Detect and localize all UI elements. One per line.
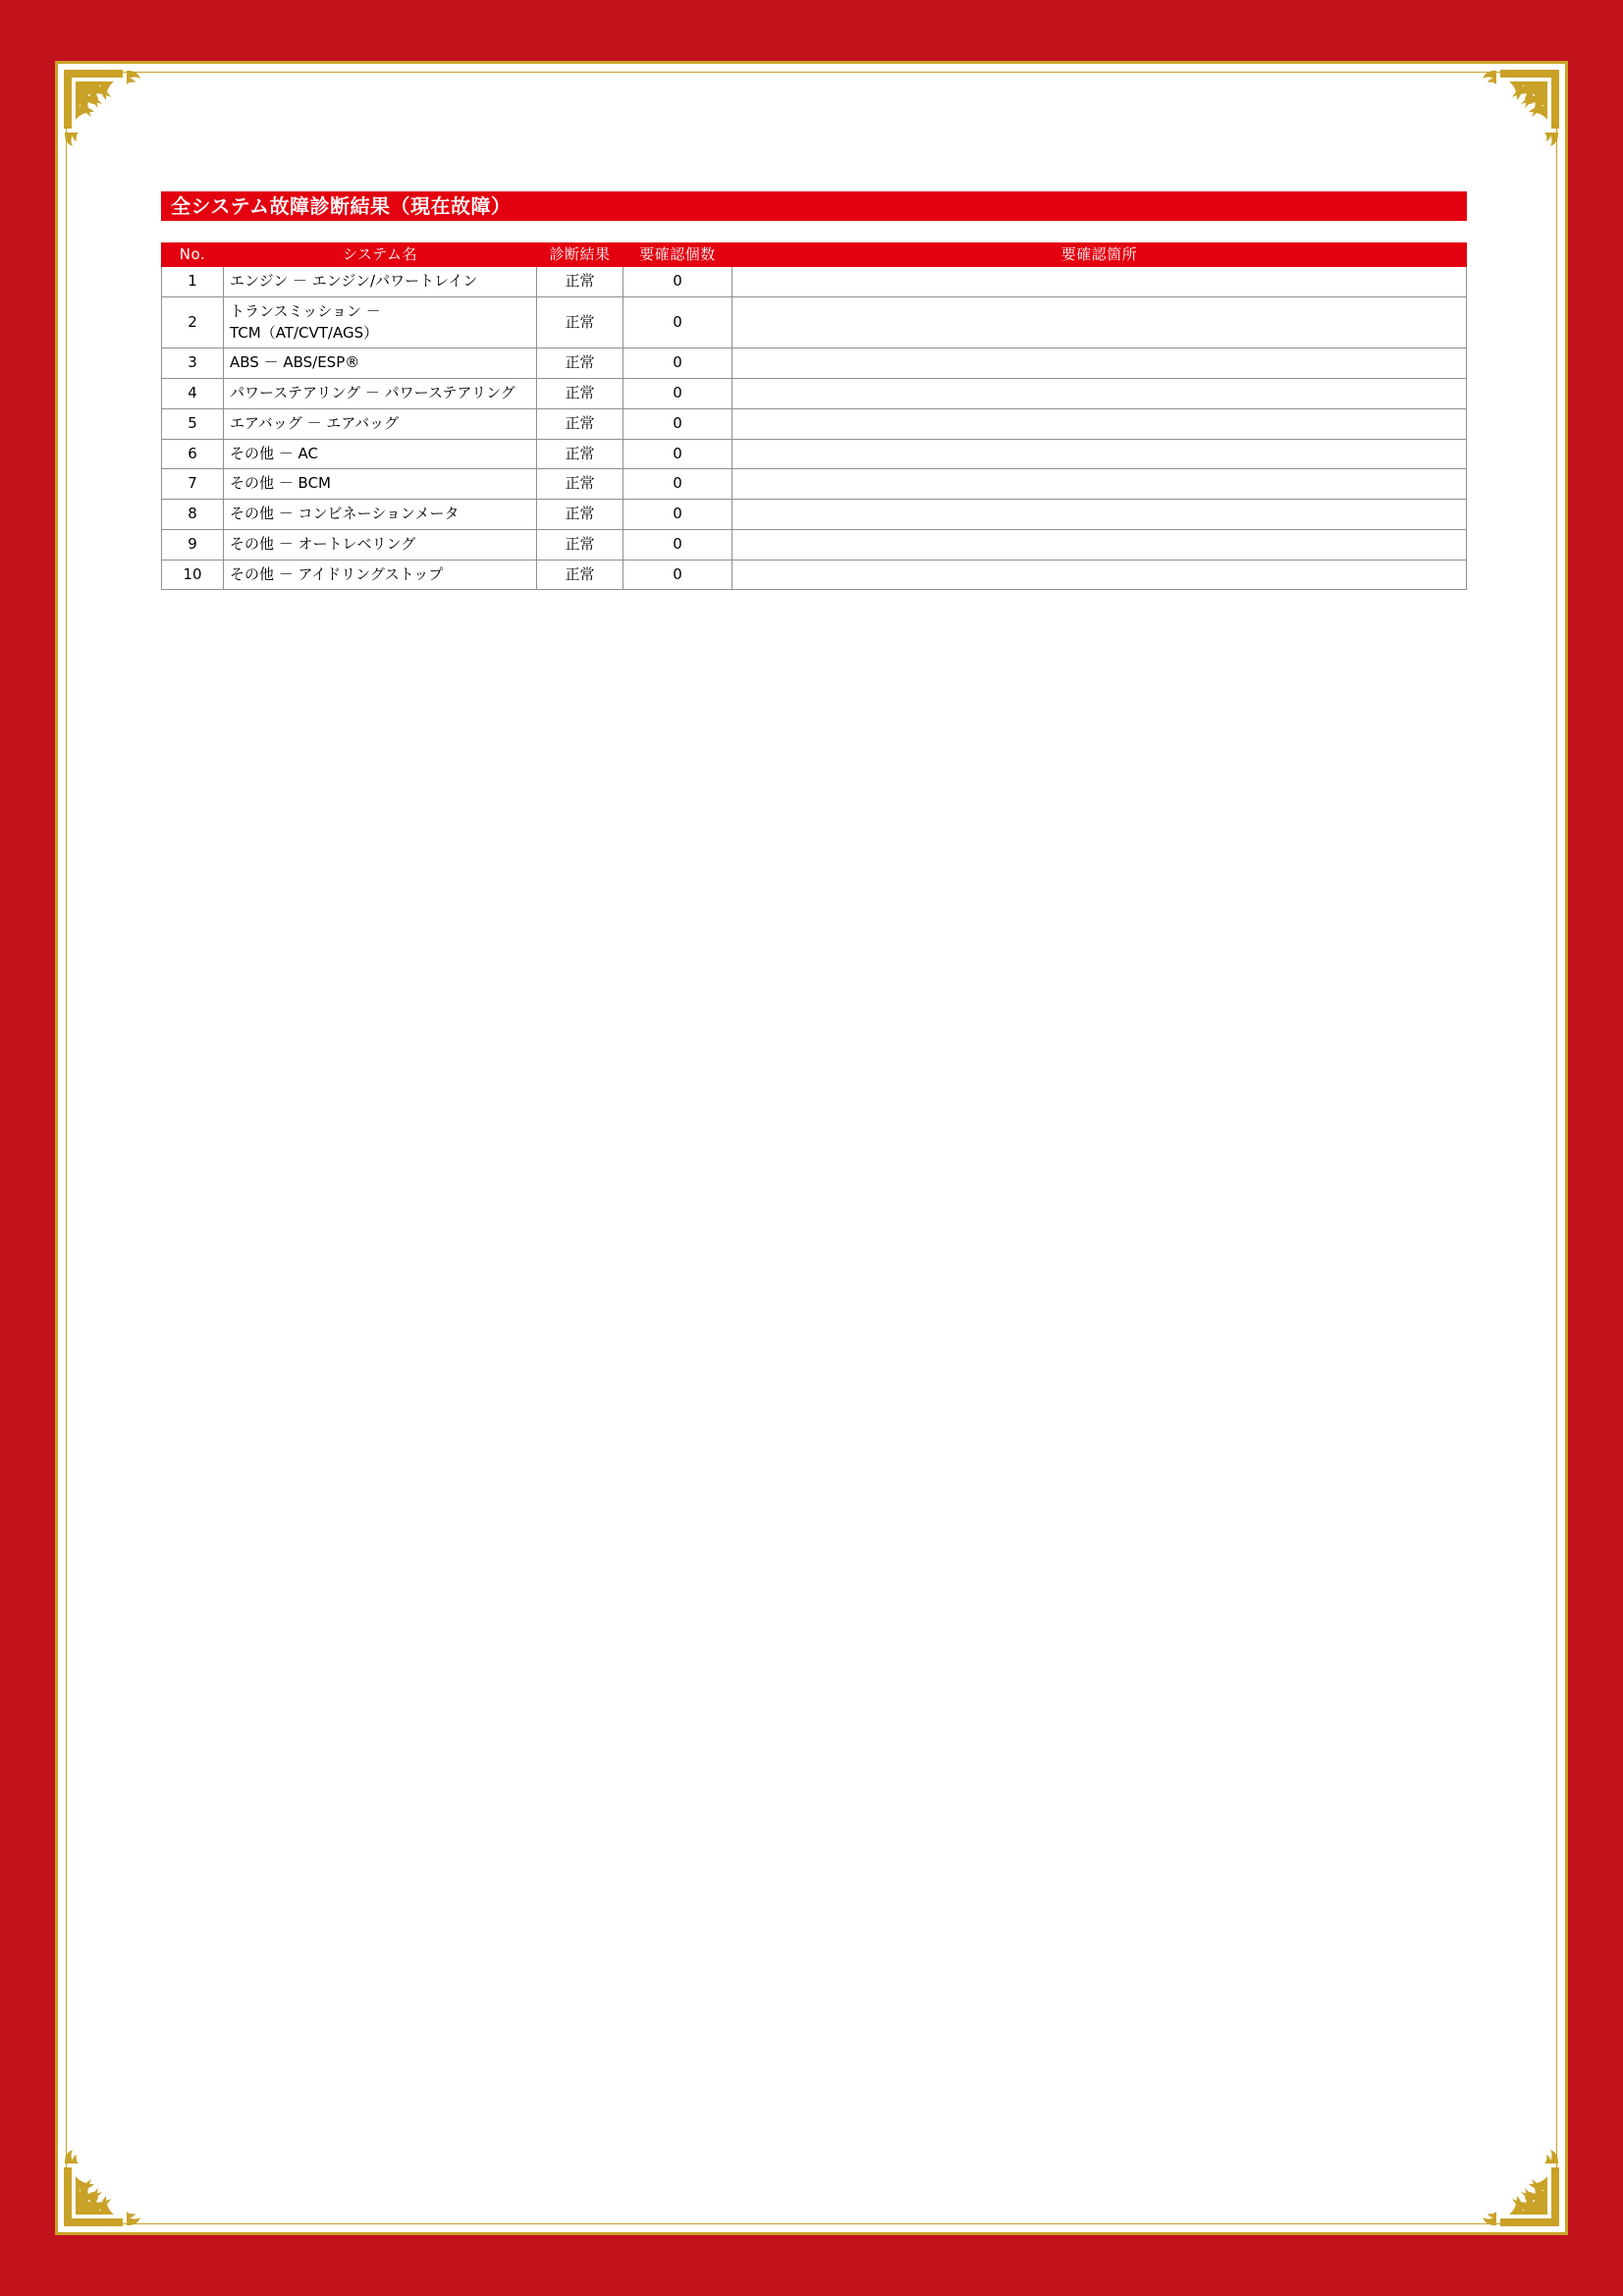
table-row — [162, 379, 1467, 409]
cell-count: 0 — [623, 529, 732, 560]
cell-place — [732, 348, 1467, 379]
corner-ornament-icon — [60, 66, 174, 180]
cell-system: パワーステアリング － パワーステアリング — [224, 379, 537, 409]
cell-result: 正常 — [537, 296, 623, 348]
cell-place — [732, 529, 1467, 560]
cell-result: 正常 — [537, 439, 623, 469]
cell-place — [732, 439, 1467, 469]
table-row — [162, 296, 1467, 348]
cell-count: 0 — [623, 267, 732, 297]
cell-no: 10 — [162, 560, 224, 590]
cell-no: 1 — [162, 267, 224, 297]
cell-system: エアバッグ － エアバッグ — [224, 408, 537, 439]
cell-system: トランスミッション － TCM（AT/CVT/AGS） — [224, 296, 537, 348]
cell-result: 正常 — [537, 408, 623, 439]
cell-no: 4 — [162, 379, 224, 409]
column-header-result: 診断結果 — [537, 243, 623, 267]
table-row — [162, 560, 1467, 590]
cell-system: その他 － AC — [224, 439, 537, 469]
cell-count: 0 — [623, 348, 732, 379]
cell-count: 0 — [623, 296, 732, 348]
cell-result: 正常 — [537, 267, 623, 297]
cell-result: 正常 — [537, 348, 623, 379]
cell-system: その他 － コンビネーションメータ — [224, 500, 537, 530]
cell-count: 0 — [623, 469, 732, 500]
cell-no: 7 — [162, 469, 224, 500]
cell-place — [732, 500, 1467, 530]
corner-ornament-icon — [1449, 2116, 1563, 2230]
table-row — [162, 439, 1467, 469]
cell-place — [732, 296, 1467, 348]
diagnostic-result-table — [161, 242, 1467, 590]
cell-place — [732, 408, 1467, 439]
table-row — [162, 529, 1467, 560]
table-row — [162, 348, 1467, 379]
cell-no: 5 — [162, 408, 224, 439]
corner-ornament-icon — [1449, 66, 1563, 180]
column-header-no: No. — [162, 243, 224, 267]
table-body — [162, 267, 1467, 590]
report-content — [161, 191, 1467, 590]
cell-count: 0 — [623, 408, 732, 439]
column-header-place: 要確認箇所 — [732, 243, 1467, 267]
cell-system: その他 － アイドリングストップ — [224, 560, 537, 590]
table-header-row — [162, 243, 1467, 267]
cell-result: 正常 — [537, 529, 623, 560]
table-row — [162, 500, 1467, 530]
corner-ornament-icon — [60, 2116, 174, 2230]
cell-place — [732, 560, 1467, 590]
document-page — [55, 61, 1568, 2235]
section-title: 全システム故障診断結果（現在故障） — [161, 191, 1467, 221]
cell-system: エンジン － エンジン/パワートレイン — [224, 267, 537, 297]
cell-no: 8 — [162, 500, 224, 530]
cell-no: 3 — [162, 348, 224, 379]
table-row — [162, 267, 1467, 297]
column-header-count: 要確認個数 — [623, 243, 732, 267]
table-row — [162, 408, 1467, 439]
cell-place — [732, 267, 1467, 297]
cell-count: 0 — [623, 439, 732, 469]
cell-count: 0 — [623, 500, 732, 530]
cell-no: 2 — [162, 296, 224, 348]
cell-result: 正常 — [537, 560, 623, 590]
cell-system: その他 － オートレベリング — [224, 529, 537, 560]
cell-result: 正常 — [537, 500, 623, 530]
cell-count: 0 — [623, 560, 732, 590]
cell-count: 0 — [623, 379, 732, 409]
cell-place — [732, 379, 1467, 409]
table-row — [162, 469, 1467, 500]
cell-no: 6 — [162, 439, 224, 469]
column-header-system: システム名 — [224, 243, 537, 267]
cell-result: 正常 — [537, 469, 623, 500]
cell-no: 9 — [162, 529, 224, 560]
cell-system: ABS － ABS/ESP® — [224, 348, 537, 379]
cell-system: その他 － BCM — [224, 469, 537, 500]
cell-result: 正常 — [537, 379, 623, 409]
cell-place — [732, 469, 1467, 500]
